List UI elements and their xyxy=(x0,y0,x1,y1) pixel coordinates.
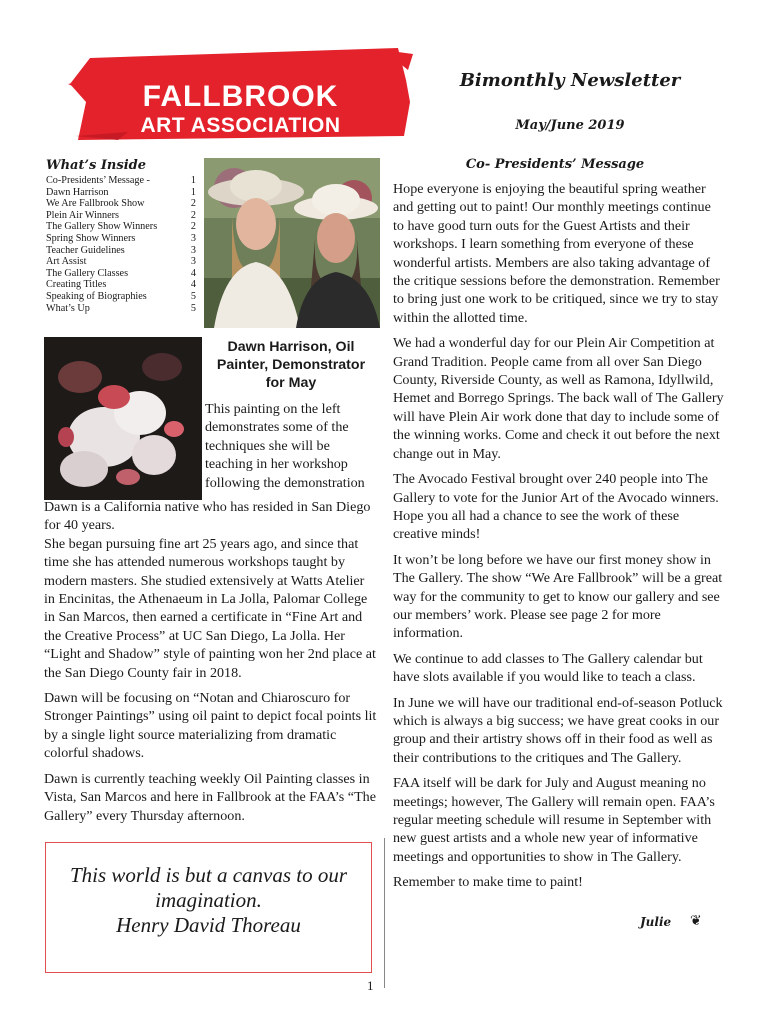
toc-label: We Are Fallbrook Show xyxy=(46,198,145,210)
article-paragraph: Dawn is currently teaching weekly Oil Painting classes in Vista, San Marcos and here in Fallbrook at the FAA’s “The Gallery” every Thursday afternoon. xyxy=(44,770,376,824)
dawn-heading: Dawn Harrison, Oil Painter, Demonstrator for May xyxy=(216,339,366,391)
message-paragraph: Hope everyone is enjoying the beautiful spring weather and getting out to paint! Our monthly meetings continue to have good turn outs for the Guest Artists and their workshops. I learn something from everyone of these wonderful artists. Members are also taking advantage of the critique sessions before the demonstration. Remember to bring just one work to be critiqued, since we try to stay within the allotted time. xyxy=(393,181,720,326)
article-paragraph: Dawn will be focusing on “Notan and Chiaroscuro for Stronger Paintings” using oil paint to depict focal points lit by a single light source materializing from dramatic colorful shadows. xyxy=(44,690,377,762)
message-paragraph: It won’t be long before we have our first money show in The Gallery. The show “We Are Fallbrook” will be a great way for the community to get to know our gallery and see our members’ work. Please see page 2 for more information. xyxy=(393,551,723,642)
toc-label: Speaking of Biographies xyxy=(46,290,147,302)
toc-label: Art Assist xyxy=(46,256,87,268)
column-divider xyxy=(384,838,385,988)
toc-item xyxy=(46,291,196,303)
toc-item xyxy=(46,256,196,268)
toc-page: 4 xyxy=(190,267,196,279)
article-paragraph: Dawn is a California native who has resided in San Diego for 40 years. xyxy=(44,499,371,534)
dawn-painting xyxy=(44,337,202,500)
toc-item xyxy=(46,210,196,222)
toc-item xyxy=(46,303,196,315)
toc-item xyxy=(46,245,196,257)
co-presidents-message xyxy=(393,180,725,899)
toc-page: 2 xyxy=(190,198,196,210)
toc-page: 5 xyxy=(190,302,196,314)
toc-page: 3 xyxy=(190,256,196,268)
page-number: 1 xyxy=(367,978,374,993)
co-presidents-photo xyxy=(204,158,380,328)
toc-page: 1 xyxy=(190,175,196,186)
toc-item xyxy=(46,279,196,291)
newsletter-title: Bimonthly Newsletter xyxy=(459,70,681,91)
toc-page: 5 xyxy=(190,290,196,302)
toc-label: Plein Air Winners xyxy=(46,209,119,221)
message-paragraph: We had a wonderful day for our Plein Air Competition at Grand Tradition. People came from all over San Diego County, Riverside County, as well as Ramona, Idyllwild, Hemet and Borrego Springs. The back wall of The Gallery will have Plein Air work done that day to include some of the winning works. Come and check it out before the next change out in May. xyxy=(393,335,724,462)
newsletter-date: May/June 2019 xyxy=(515,118,625,133)
toc-page: 4 xyxy=(190,279,196,291)
toc-page: 1 xyxy=(190,186,196,198)
article-paragraph: She began pursuing fine art 25 years ago, and since that time she has attended numerous workshops taught by modern masters. She studied extensively at Watts Atelier in Encinitas, the Athenaeum in La Jolla, Palomar College in San Marcos, then earned a certificate in “Fine Art and the Creative Process” at UC San Diego, La Jolla. Her “Light and Shadow” style of painting won her 2nd place at the San Diego County fair in 2018. xyxy=(44,535,376,681)
dawn-article xyxy=(44,498,377,832)
toc-item xyxy=(46,198,196,210)
message-paragraph: In June we will have our traditional end-of-season Potluck which is always a big success; we have great cooks in our group and their artistry shows off in their food as well as their contributions to the critiques and The Gallery. xyxy=(393,694,723,766)
logo-line1: FALLBROOK xyxy=(142,80,339,113)
toc-label: The Gallery Classes xyxy=(46,267,129,279)
toc-item xyxy=(46,175,196,187)
painting-caption: This painting on the left demonstrates some of the techniques she will be teaching in her workshop following the demonstration xyxy=(205,401,365,491)
toc-label: Dawn Harrison xyxy=(46,186,109,198)
toc-label: What’s Up xyxy=(46,302,90,314)
message-paragraph: Remember to make time to paint! xyxy=(393,874,583,891)
toc-item xyxy=(46,187,196,199)
toc-label: The Gallery Show Winners xyxy=(46,221,158,233)
co-presidents-heading: Co- Presidents’ Message xyxy=(465,157,645,172)
quote-box xyxy=(45,842,372,973)
signature: Julie xyxy=(640,915,672,929)
toc-item xyxy=(46,268,196,280)
flourish-icon: ❦ xyxy=(690,914,702,929)
toc-page: 3 xyxy=(190,244,196,256)
toc-label: Co-Presidents’ Message - xyxy=(46,175,150,186)
toc-page: 3 xyxy=(190,232,196,244)
toc-page: 2 xyxy=(190,209,196,221)
quote-author: Henry David Thoreau xyxy=(116,913,301,937)
toc-item xyxy=(46,233,196,245)
toc-item xyxy=(46,221,196,233)
message-paragraph: We continue to add classes to The Gallery calendar but have slots available if you would like to teach a class. xyxy=(393,650,703,686)
toc-page: 2 xyxy=(190,221,196,233)
table-of-contents xyxy=(46,175,196,314)
message-paragraph: FAA itself will be dark for July and August meaning no meetings; however, The Gallery will remain open. FAA’s regular meeting schedule will resume in September with new guest artists and a whole new year of informative meetings and opportunities to show in The Gallery. xyxy=(393,775,715,865)
logo-line2: ART ASSOCIATION xyxy=(140,114,341,137)
fallbrook-logo xyxy=(68,40,413,140)
quote-text: This world is but a canvas to our imagination. xyxy=(69,863,348,912)
toc-label: Spring Show Winners xyxy=(46,232,136,244)
toc-label: Teacher Guidelines xyxy=(46,244,125,256)
toc-label: Creating Titles xyxy=(46,279,107,291)
whats-inside-heading: What’s Inside xyxy=(46,158,147,173)
message-paragraph: The Avocado Festival brought over 240 people into The Gallery to vote for the Junior Art of the Avocado winners. Hope you all had a chance to see the work of these creative minds! xyxy=(393,471,719,543)
